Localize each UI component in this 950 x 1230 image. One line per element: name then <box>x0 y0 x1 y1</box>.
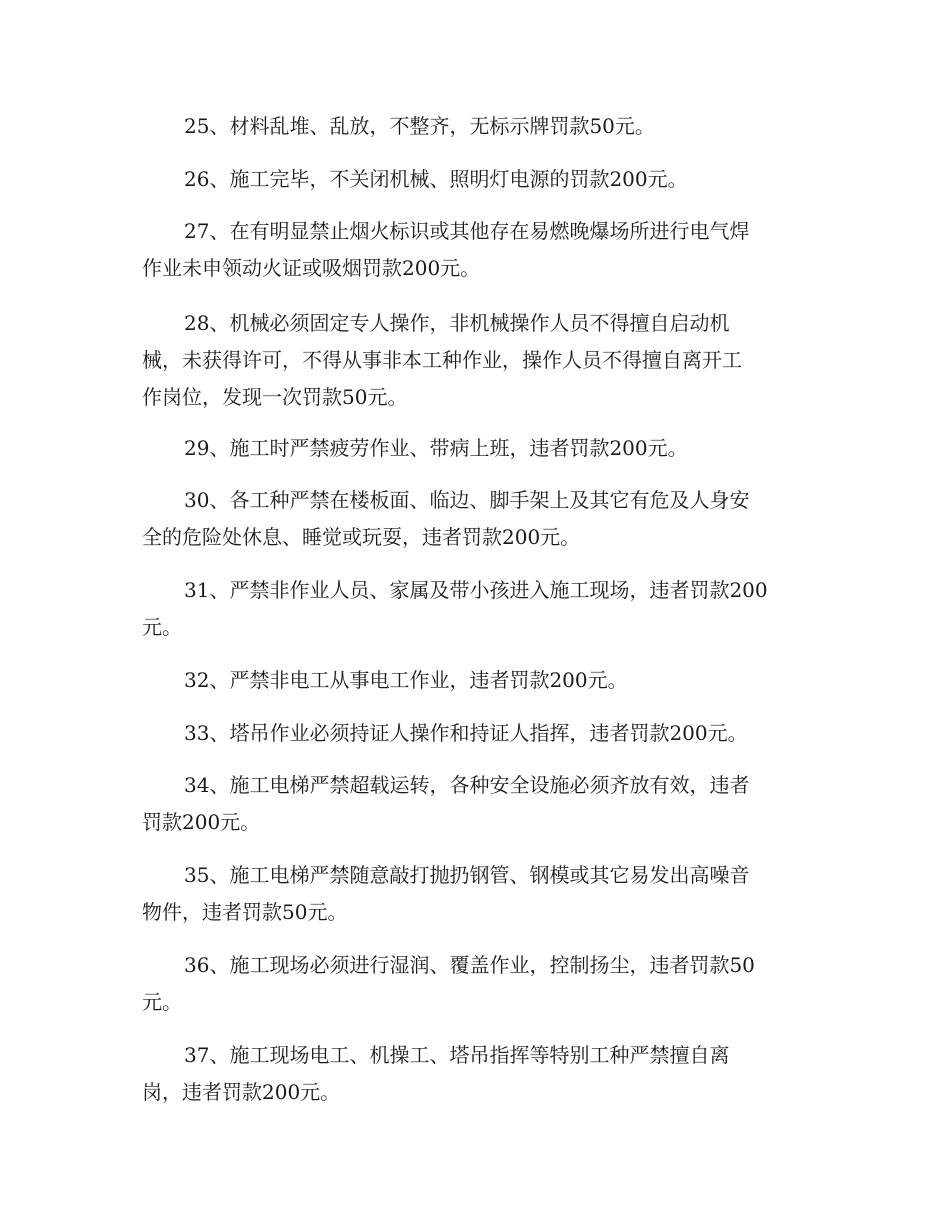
rule-37 <box>142 1037 822 1111</box>
rule-31 <box>142 572 822 646</box>
rule-35-line-1: 35、施工电梯严禁随意敲打抛扔钢管、钢模或其它易发出高噪音 <box>184 863 750 887</box>
rule-25 <box>142 108 822 145</box>
rule-27-line-1: 27、在有明显禁止烟火标识或其他存在易燃晚爆场所进行电气焊 <box>184 219 750 243</box>
rule-30-line-2: 全的危险处休息、睡觉或玩耍，违者罚款200元。 <box>142 525 581 549</box>
rule-37-line-1: 37、施工现场电工、机操工、塔吊指挥等特别工种严禁擅自离 <box>184 1043 730 1067</box>
rule-35-line-2: 物件，违者罚款50元。 <box>142 900 348 924</box>
rule-34 <box>142 767 822 841</box>
rule-33 <box>142 715 822 752</box>
rule-31-line-2: 元。 <box>142 615 182 639</box>
rule-31-line-1: 31、严禁非作业人员、家属及带小孩进入施工现场，违者罚款200 <box>184 578 768 602</box>
rule-34-line-1: 34、施工电梯严禁超载运转，各种安全设施必须齐放有效，违者 <box>184 773 750 797</box>
rule-35 <box>142 857 822 931</box>
rule-32-line-1: 32、严禁非电工从事电工作业，违者罚款200元。 <box>184 668 628 692</box>
rule-33-line-1: 33、塔吊作业必须持证人操作和持证人指挥，违者罚款200元。 <box>184 721 748 745</box>
rule-26-line-1: 26、施工完毕，不关闭机械、照明灯电源的罚款200元。 <box>184 167 688 191</box>
rule-30-line-1: 30、各工种严禁在楼板面、临边、脚手架上及其它有危及人身安 <box>184 488 750 512</box>
rule-29 <box>142 430 822 467</box>
rule-28-line-3: 作岗位，发现一次罚款50元。 <box>142 385 408 409</box>
rule-32 <box>142 662 822 699</box>
rule-28 <box>142 305 822 416</box>
rule-27-line-2: 作业未申领动火证或吸烟罚款200元。 <box>142 256 481 280</box>
rule-36-line-2: 元。 <box>142 990 182 1014</box>
rule-28-line-1: 28、机械必须固定专人操作，非机械操作人员不得擅自启动机 <box>184 311 730 335</box>
rule-30 <box>142 482 822 556</box>
rule-28-line-2: 械，未获得许可，不得从事非本工种作业，操作人员不得擅自离开工 <box>142 348 742 372</box>
rule-26 <box>142 161 822 198</box>
rule-29-line-1: 29、施工时严禁疲劳作业、带病上班，违者罚款200元。 <box>184 436 688 460</box>
rule-34-line-2: 罚款200元。 <box>142 810 261 834</box>
rule-25-line-1: 25、材料乱堆、乱放，不整齐，无标示牌罚款50元。 <box>184 114 655 138</box>
rule-37-line-2: 岗，违者罚款200元。 <box>142 1080 341 1104</box>
rule-36-line-1: 36、施工现场必须进行湿润、覆盖作业，控制扬尘，违者罚款50 <box>184 953 755 977</box>
rule-27 <box>142 213 822 287</box>
rule-36 <box>142 947 822 1021</box>
